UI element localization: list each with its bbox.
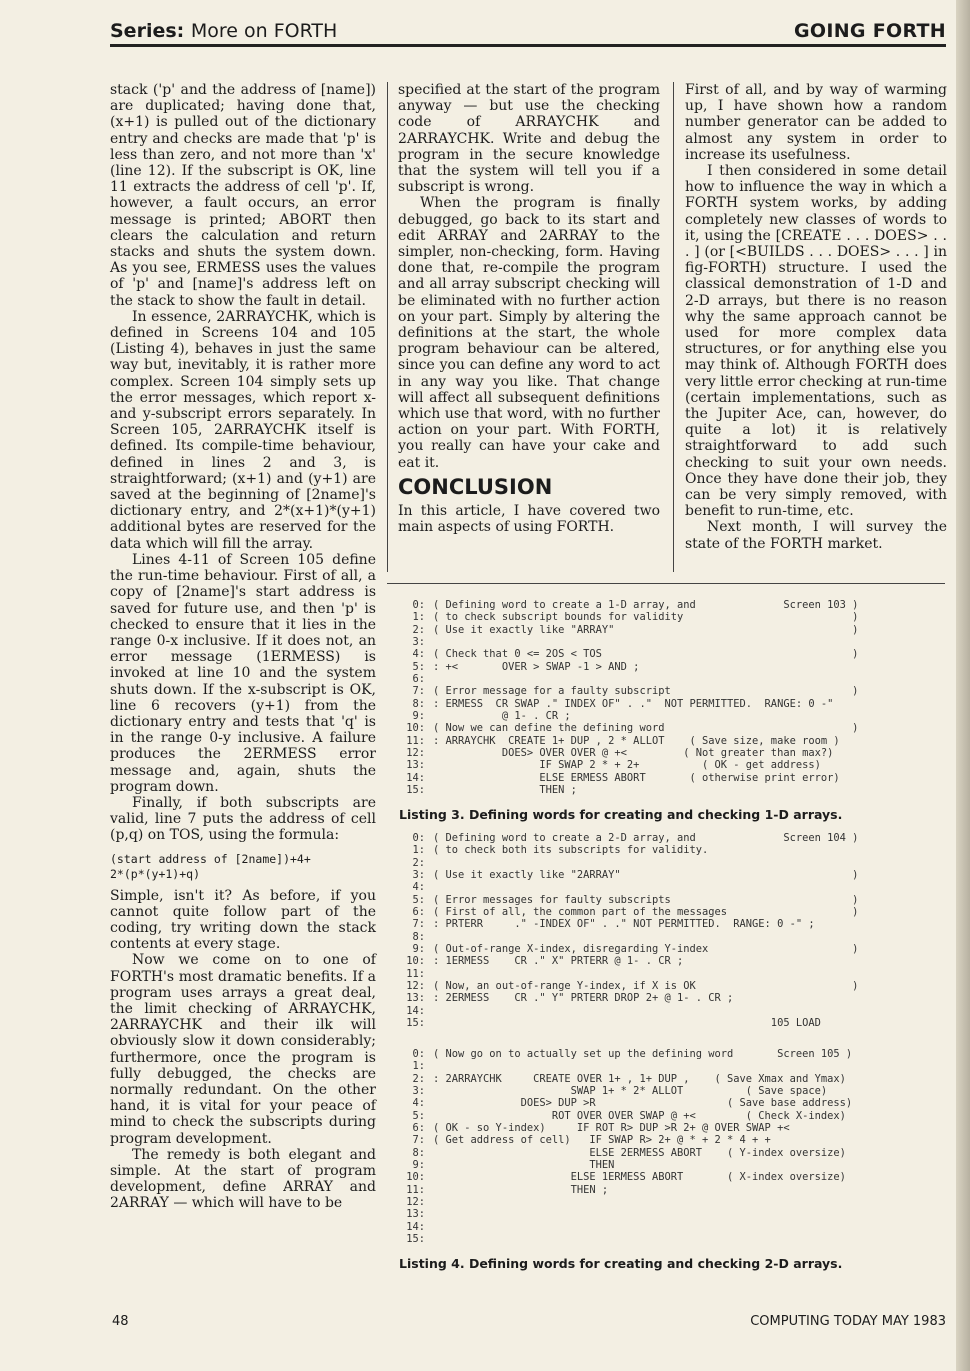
code-text: DOES> DUP >R ( Save base address) — [433, 1097, 853, 1110]
code-line — [399, 1060, 945, 1072]
code-line — [399, 881, 945, 893]
line-number: 10: — [406, 722, 425, 735]
code-line — [399, 747, 945, 759]
paragraph: In this article, I have covered two main aspects of using FORTH. — [398, 503, 660, 536]
line-number: 11: — [406, 967, 425, 980]
conclusion-heading: CONCLUSION — [398, 474, 553, 499]
code-line — [399, 784, 945, 796]
line-number: 13: — [406, 759, 425, 772]
line-number: 10: — [406, 955, 425, 968]
running-header — [110, 18, 946, 46]
line-number: 15: — [406, 1017, 425, 1030]
code-line — [399, 918, 945, 930]
code-text: SWAP 1+ * 2* ALLOT ( Save space) — [433, 1085, 828, 1098]
code-text: ROT OVER OVER SWAP @ +< ( Check X-index) — [433, 1109, 846, 1122]
line-number: 14: — [406, 1004, 425, 1017]
line-number: 0: — [412, 832, 425, 844]
code-text: ( First of all, the common part of the messages ) — [433, 906, 859, 919]
code-line — [399, 980, 945, 992]
line-number: 3: — [412, 1085, 425, 1098]
line-number: 6: — [412, 673, 425, 686]
code-line — [399, 1171, 945, 1183]
code-text: ( Error message for a faulty subscript ) — [433, 685, 859, 698]
line-number: 1: — [412, 1060, 425, 1073]
paragraph: Finally, if both subscripts are valid, line 7 puts the address of cell (p,q) on TOS, using the formula: — [110, 794, 376, 844]
line-number: 11: — [406, 734, 425, 747]
listing-3-screen-103 — [399, 599, 945, 797]
listing-4-screen-105 — [399, 1048, 945, 1246]
line-number: 1: — [412, 844, 425, 857]
code-text: ( to check both its subscripts for validity. — [433, 844, 709, 857]
code-text: ( Defining word to create a 1-D array, and Screen 103 ) — [433, 599, 859, 611]
line-number: 11: — [406, 1183, 425, 1196]
address-formula: (start address of [2name])+4+ 2*(p*(y+1)+q) — [110, 851, 311, 881]
line-number: 13: — [406, 1208, 425, 1221]
code-line — [399, 1184, 945, 1196]
text-column-2 — [398, 82, 660, 535]
listing-4-screen-104 — [399, 832, 945, 1030]
code-line — [399, 1208, 945, 1220]
line-number: 7: — [412, 1134, 425, 1147]
paragraph: When the program is finally debugged, go back to its start and edit ARRAY and 2ARRAY to the simpler, non-checking, form. Having done that, re-compile the program and all array subscript checking will be eliminated with no further action on your part. Simply by altering the definitions at the start, the whole program behaviour can be altered, since you can define any word to act in any way you like. That change will affect all subsequent definitions which use that word, with no further action on your part. With FORTH, you really can have your cake and eat it. — [398, 195, 660, 471]
code-line — [399, 857, 945, 869]
code-line — [399, 1073, 945, 1085]
paragraph: I then considered in some detail how to influence the way in which a FORTH system works, by adding completely new classes of words to it, using the [CREATE . . . DOES> . . . ] (or [<BUILDS . . . DOES> . . . ] in fig-FORTH) structure. I used the classical demonstration of 1-D and 2-D arrays, but there is no reason why the same approach cannot be used for more complex data structures, or for anything else you may think of. Although FORTH does very little error checking at run-time (certain implementations, such as the Jupiter Ace, can, however, do quite a lot) it is relatively straightforward to add such checking to suit your own needs. Once they have done their job, they can be very simply removed, with benefit to run-time, etc. — [685, 163, 947, 520]
code-line — [399, 943, 945, 955]
code-line — [399, 1196, 945, 1208]
code-text: : 1ERMESS CR ." X" PRTERR @ 1- . CR ; — [433, 955, 684, 968]
code-line — [399, 648, 945, 660]
code-text: THEN ; — [433, 1183, 609, 1196]
code-text: ( Error messages for faulty subscripts ) — [433, 893, 859, 906]
code-text: : ARRAYCHK CREATE 1+ DUP , 2 * ALLOT ( Save size, make room ) — [433, 734, 840, 747]
paragraph: Lines 4-11 of Screen 105 define the run-time behaviour. First of all, a copy of [2name]'s start address is saved for future use, and then 'p' is checked to ensure that it lies in the range 0-x inclusive. If it does not, an error message (1ERMESS) is invoked at line 10 and the system shuts down. If the x-subscript is OK, line 6 recovers (y+1) from the dictionary entry and tests that 'q' is in the range 0-y inclusive. A failure produces the 2ERMESS error message and, again, shuts the program down. — [110, 551, 376, 795]
code-line — [399, 611, 945, 623]
code-text: ( OK - so Y-index) IF ROT R> DUP >R 2+ @ OVER SWAP +< — [433, 1122, 790, 1135]
code-text: ( Now go on to actually set up the defining word Screen 105 ) — [433, 1048, 853, 1060]
code-text: ( Use it exactly like "2ARRAY" ) — [433, 869, 859, 882]
series-topic: More on FORTH — [190, 20, 338, 42]
code-text: ( Now, an out-of-range Y-index, if X is OK ) — [433, 980, 859, 993]
code-text: ELSE ERMESS ABORT ( otherwise print error) — [433, 771, 840, 784]
line-number: 8: — [412, 1146, 425, 1159]
code-line — [399, 722, 945, 734]
code-line — [399, 1048, 945, 1060]
line-number: 9: — [412, 710, 425, 723]
code-line — [399, 624, 945, 636]
line-number: 5: — [412, 660, 425, 673]
line-number: 13: — [406, 992, 425, 1005]
code-text: : PRTERR ." -INDEX OF" . ." NOT PERMITTED. RANGE: 0 -" ; — [433, 918, 815, 931]
magazine-issue: COMPUTING TODAY MAY 1983 — [750, 1314, 946, 1329]
code-text: IF SWAP 2 * + 2+ ( OK - get address) — [433, 759, 821, 772]
line-number: 12: — [406, 1196, 425, 1209]
line-number: 14: — [406, 771, 425, 784]
line-number: 10: — [406, 1171, 425, 1184]
code-line — [399, 832, 945, 844]
header-rule — [110, 44, 946, 47]
code-line — [399, 661, 945, 673]
paragraph: Now we come on to one of FORTH's most dramatic benefits. If a program uses arrays a great deal, the limit checking of ARRAYCHK, 2ARRAYCHK and their ilk will obviously slow it down considerably; furthermore, once the program is fully debugged, the checks are normally redundant. On the other hand, it is vital for your peace of mind to check the subscripts during program development. — [110, 952, 376, 1147]
line-number: 0: — [412, 1048, 425, 1060]
code-line — [399, 1085, 945, 1097]
code-text: ( Check that 0 <= 2OS < TOS ) — [433, 648, 859, 661]
line-number: 6: — [412, 1122, 425, 1135]
code-line — [399, 869, 945, 881]
code-line — [399, 931, 945, 943]
code-text: @ 1- . CR ; — [433, 710, 571, 723]
code-line — [399, 955, 945, 967]
series-title — [110, 20, 337, 42]
line-number: 15: — [406, 1233, 425, 1246]
code-line — [399, 1017, 945, 1029]
code-line — [399, 772, 945, 784]
code-line — [399, 759, 945, 771]
code-line — [399, 698, 945, 710]
line-number: 3: — [412, 869, 425, 882]
code-line — [399, 1147, 945, 1159]
series-label: Series: — [110, 20, 185, 42]
code-text: 105 LOAD — [433, 1017, 821, 1030]
code-line — [399, 968, 945, 980]
line-number: 12: — [406, 747, 425, 760]
line-number: 0: — [412, 599, 425, 611]
code-text: ELSE 1ERMESS ABORT ( X-index oversize) — [433, 1171, 846, 1184]
code-line — [399, 599, 945, 611]
line-number: 3: — [412, 636, 425, 649]
code-line — [399, 685, 945, 697]
page-number: 48 — [112, 1314, 129, 1329]
paragraph: specified at the start of the program anyway — but use the checking code of ARRAYCHK and 2ARRAYCHK. Write and debug the program in the secure knowledge that the system will tell you if a subscript is wrong. — [398, 82, 660, 196]
code-text: THEN — [433, 1159, 615, 1172]
listing-box-rule — [387, 583, 945, 584]
code-line — [399, 1005, 945, 1017]
code-text: : 2ARRAYCHK CREATE OVER 1+ , 1+ DUP , ( Save Xmax and Ymax) — [433, 1072, 846, 1085]
code-text: : 2ERMESS CR ." Y" PRTERR DROP 2+ @ 1- . CR ; — [433, 992, 734, 1005]
code-line — [399, 1134, 945, 1146]
listing-4-caption: Listing 4. Defining words for creating and checking 2-D arrays. — [399, 1256, 843, 1271]
code-line — [399, 1233, 945, 1245]
line-number: 8: — [412, 930, 425, 943]
line-number: 5: — [412, 1109, 425, 1122]
line-number: 9: — [412, 943, 425, 956]
line-number: 4: — [412, 1097, 425, 1110]
code-line — [399, 636, 945, 648]
code-text: ( Out-of-range X-index, disregarding Y-index ) — [433, 943, 859, 956]
code-line — [399, 992, 945, 1004]
code-line — [399, 1097, 945, 1109]
page-spine-shadow — [956, 0, 970, 1371]
line-number: 15: — [406, 784, 425, 797]
code-line — [399, 1122, 945, 1134]
code-line — [399, 844, 945, 856]
paragraph: Next month, I will survey the state of the FORTH market. — [685, 519, 947, 552]
line-number: 8: — [412, 697, 425, 710]
code-text: : +< OVER > SWAP -1 > AND ; — [433, 660, 640, 673]
paragraph: Simple, isn't it? As before, if you cannot quite follow part of the coding, try writing down the stack contents at every stage. — [110, 887, 376, 953]
code-line — [399, 894, 945, 906]
text-column-1 — [110, 82, 376, 1212]
line-number: 2: — [412, 623, 425, 636]
line-number: 7: — [412, 918, 425, 931]
code-line — [399, 710, 945, 722]
paragraph: In essence, 2ARRAYCHK, which is defined in Screens 104 and 105 (Listing 4), behaves in just the same way but, inevitably, it is rather more complex. Screen 104 simply sets up the error messages, which report x- and y-subscript errors separately. In Screen 105, 2ARRAYCHK itself is defined. Its compile-time behaviour, defined in lines 2 and 3, is straightforward; (x+1) and (y+1) are saved at the beginning of [2name]'s dictionary entry, and 2*(x+1)*(y+1) additional bytes are reserved for the data which will fill the array. — [110, 308, 376, 552]
line-number: 12: — [406, 980, 425, 993]
code-text: : ERMESS CR SWAP ." INDEX OF" . ." NOT PERMITTED. RANGE: 0 -" — [433, 697, 834, 710]
code-line — [399, 735, 945, 747]
line-number: 2: — [412, 856, 425, 869]
code-text: ( to check subscript bounds for validity ) — [433, 611, 859, 624]
line-number: 7: — [412, 685, 425, 698]
code-line — [399, 1221, 945, 1233]
line-number: 6: — [412, 906, 425, 919]
paragraph: The remedy is both elegant and simple. At the start of program development, define ARRAY and 2ARRAY — which will have to be — [110, 1146, 376, 1212]
line-number: 2: — [412, 1072, 425, 1085]
section-title: GOING FORTH — [794, 20, 946, 42]
column-divider — [673, 82, 674, 572]
paragraph: stack ('p' and the address of [name]) are duplicated; having done that, (x+1) is pulled out of the dictionary entry and checks are made that 'p' is less than zero, and not more than 'x' (line 12). If the subscript is OK, line 11 extracts the address of cell 'p'. If, however, a fault occurs, an error message is printed; ABORT then clears the calculation and return stacks and shuts the system down. As you see, ERMESS uses the values of 'p' and [name]'s address left on the stack to show the fault in detail. — [110, 82, 376, 309]
code-line — [399, 1159, 945, 1171]
text-column-3 — [685, 82, 947, 552]
code-line — [399, 1110, 945, 1122]
code-text: THEN ; — [433, 784, 577, 797]
code-text: ( Get address of cell) IF SWAP R> 2+ @ * + 2 * 4 + + — [433, 1134, 771, 1147]
code-text: ( Defining word to create a 2-D array, and Screen 104 ) — [433, 832, 859, 844]
code-line — [399, 906, 945, 918]
line-number: 14: — [406, 1220, 425, 1233]
listing-3-caption: Listing 3. Defining words for creating and checking 1-D arrays. — [399, 807, 843, 822]
line-number: 4: — [412, 648, 425, 661]
code-text: ELSE 2ERMESS ABORT ( Y-index oversize) — [433, 1146, 846, 1159]
line-number: 5: — [412, 893, 425, 906]
line-number: 9: — [412, 1159, 425, 1172]
line-number: 1: — [412, 611, 425, 624]
column-divider — [387, 82, 388, 572]
line-number: 4: — [412, 881, 425, 894]
code-text: DOES> OVER OVER @ +< ( Not greater than max?) — [433, 747, 834, 760]
paragraph: First of all, and by way of warming up, I have shown how a random number generator can be added to almost any system in order to increase its usefulness. — [685, 82, 947, 163]
code-text: ( Now we can define the defining word ) — [433, 722, 859, 735]
code-text: ( Use it exactly like "ARRAY" ) — [433, 623, 859, 636]
code-line — [399, 673, 945, 685]
